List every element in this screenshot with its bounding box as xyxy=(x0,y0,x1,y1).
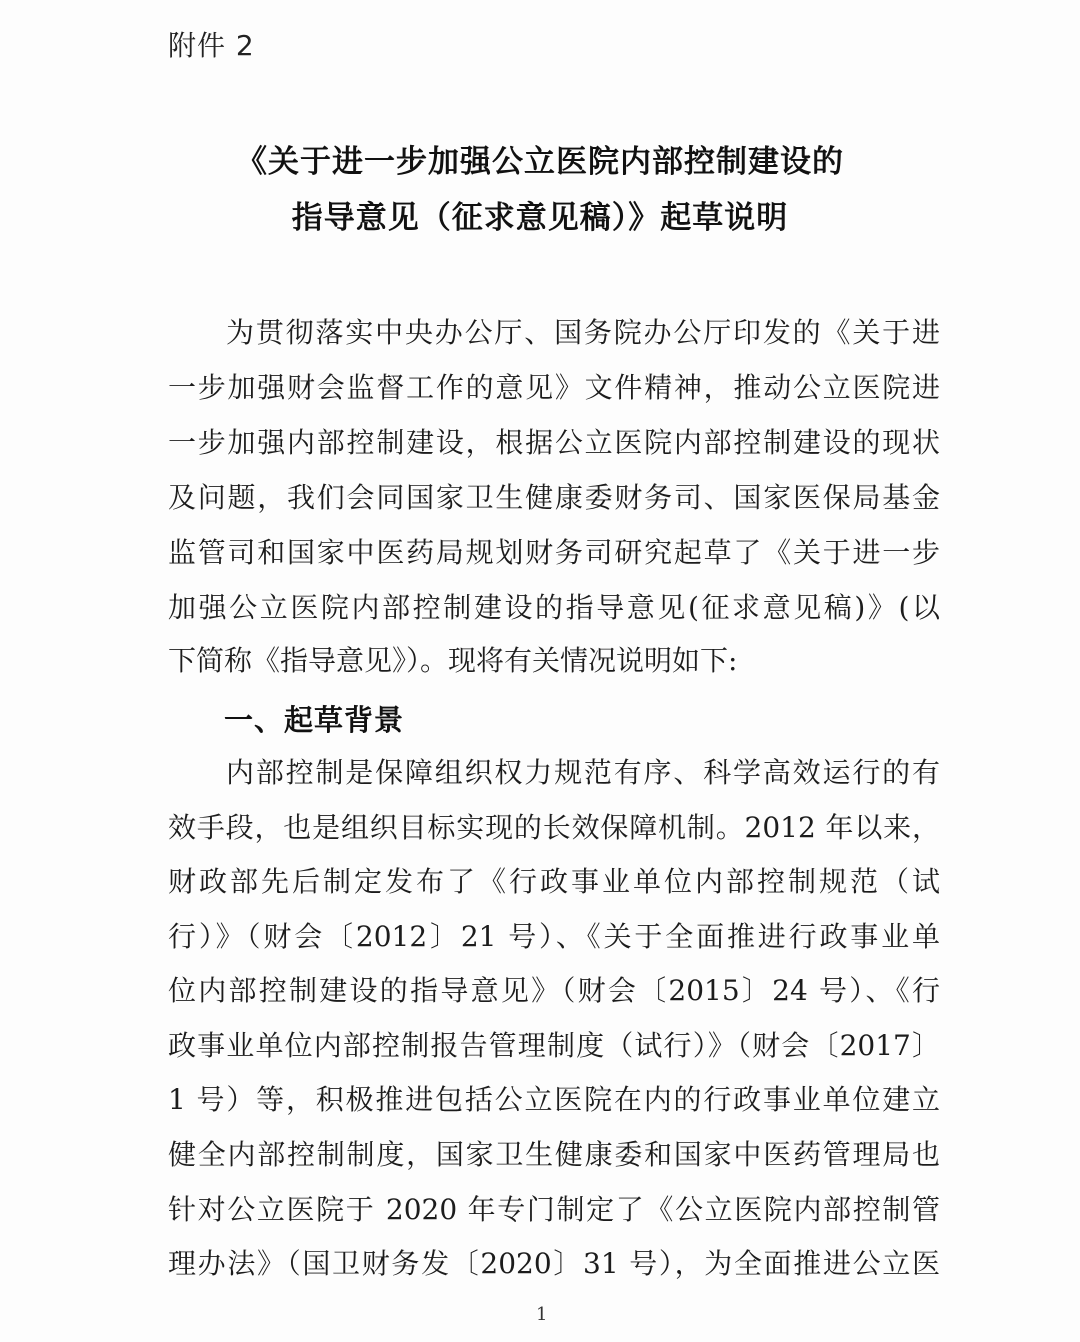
section-paragraph-line: 位内部控制建设的指导意见》（财会〔2015〕24 号）、《行 xyxy=(168,974,940,1007)
section-paragraph-line: 内部控制是保障组织权力规范有序、科学高效运行的有 xyxy=(226,756,940,789)
intro-paragraph-line: 一步加强内部控制建设，根据公立医院内部控制建设的现状 xyxy=(168,426,940,459)
section-paragraph-line: 行）》（财会〔2012〕21 号）、《关于全面推进行政事业单 xyxy=(168,920,940,953)
section-paragraph-line: 1 号）等，积极推进包括公立医院在内的行政事业单位建立 xyxy=(168,1083,940,1116)
intro-paragraph-line: 为贯彻落实中央办公厅、国务院办公厅印发的《关于进 xyxy=(226,316,940,349)
section-paragraph-line: 财政部先后制定发布了《行政事业单位内部控制规范（试 xyxy=(168,865,940,898)
intro-paragraph-line: 加强公立医院内部控制建设的指导意见(征求意见稿)》(以 xyxy=(168,591,940,624)
section-paragraph-line: 健全内部控制制度，国家卫生健康委和国家中医药管理局也 xyxy=(168,1138,940,1171)
intro-paragraph-line: 下简称《指导意见》）。现将有关情况说明如下: xyxy=(168,644,738,677)
intro-paragraph-line: 监管司和国家中医药局规划财务司研究起草了《关于进一步 xyxy=(168,536,940,569)
section-paragraph-line: 针对公立医院于 2020 年专门制定了《公立医院内部控制管 xyxy=(168,1193,940,1226)
intro-paragraph-line: 一步加强财会监督工作的意见》文件精神，推动公立医院进 xyxy=(168,371,940,404)
document-title-line-1: 《关于进一步加强公立医院内部控制建设的 xyxy=(236,144,844,180)
attachment-label: 附件 2 xyxy=(168,29,255,62)
intro-paragraph-line: 及问题，我们会同国家卫生健康委财务司、国家医保局基金 xyxy=(168,481,940,514)
section-heading: 一、起草背景 xyxy=(224,703,405,737)
section-paragraph-line: 理办法》（国卫财务发〔2020〕31 号），为全面推进公立医 xyxy=(168,1247,940,1280)
document-title-line-2: 指导意见（征求意见稿）》起草说明 xyxy=(291,200,789,236)
section-paragraph-line: 政事业单位内部控制报告管理制度（试行）》（财会〔2017〕 xyxy=(168,1029,940,1062)
section-paragraph-line: 效手段，也是组织目标实现的长效保障机制。2012 年以来， xyxy=(168,811,940,844)
page-number: 1 xyxy=(536,1304,548,1325)
